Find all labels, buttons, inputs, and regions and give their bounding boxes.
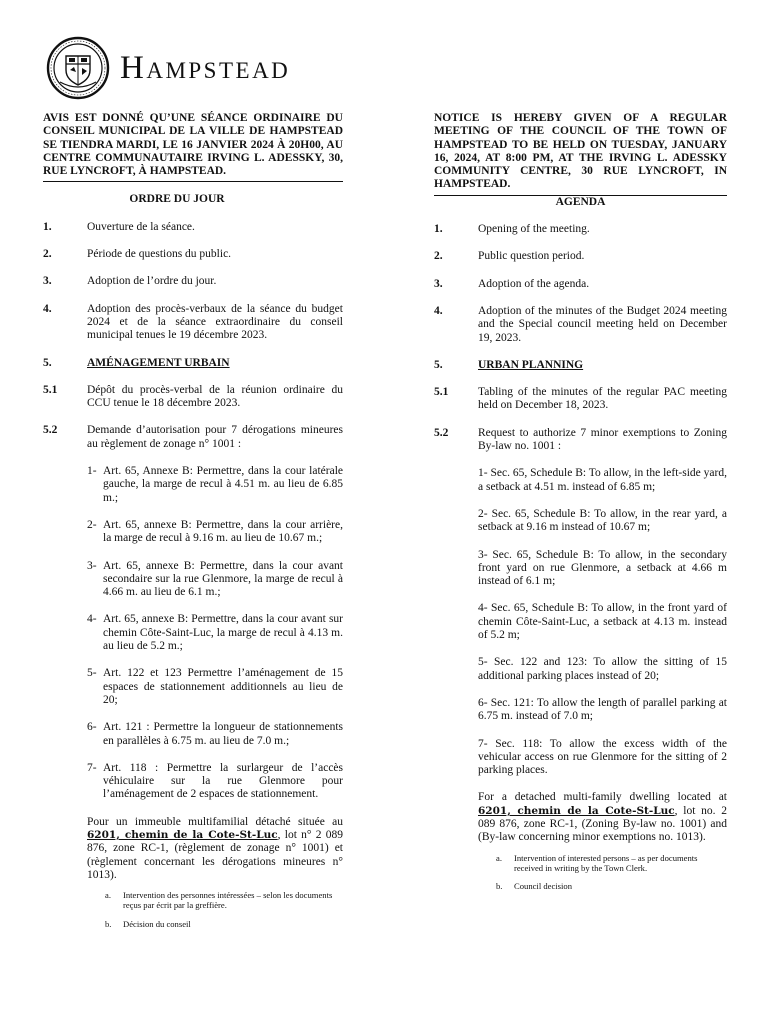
- agenda-item: [43, 384, 343, 411]
- agenda-item: [43, 221, 343, 234]
- exemption-text: Art. 65, annexe B: Permettre, dans la cour avant sur chemin Côte-Saint-Luc, la marge de recul à 4.13 m. au lieu de 5.2 m.;: [103, 613, 343, 653]
- exemption-text: 6- Sec. 121: To allow the length of parallel parking at 6.75 m. instead of 7.0 m;: [478, 696, 727, 723]
- item-text: Dépôt du procès-verbal de la réunion ordinaire du CCU tenue le 18 décembre 2023.: [87, 383, 343, 410]
- property-paragraph: [43, 816, 343, 882]
- item-text: Période de questions du public.: [87, 248, 232, 261]
- step-letter: b.: [105, 918, 112, 929]
- item-number: 1.: [43, 220, 52, 233]
- item-number: 3.: [434, 277, 443, 290]
- exemption-item: [43, 667, 343, 707]
- item-text: Adoption de l’ordre du jour.: [87, 275, 217, 288]
- town-name: Hampstead: [120, 49, 291, 86]
- step-letter: b.: [496, 880, 503, 891]
- divider: [43, 181, 343, 182]
- property-text: Pour un immeuble multifamilial détaché située au: [87, 815, 343, 828]
- property-address: 6201, chemin de la Cote-St-Luc: [87, 828, 278, 841]
- item-text: Ouverture de la séance.: [87, 220, 195, 233]
- section-number: 5.: [434, 358, 443, 371]
- item-number: 5.2: [43, 424, 58, 437]
- exemption-number: 5-: [87, 667, 97, 680]
- item-number: 5.1: [434, 386, 449, 399]
- item-text: Opening of the meeting.: [478, 223, 590, 236]
- english-column: [434, 112, 727, 891]
- property-text: , lot n° 2 089 876, zone RC-1, (règlement de zonage n° 1001) et (règlement concernant les dérogations mineures n° 1013).: [87, 828, 343, 881]
- section-number: 5.: [43, 356, 52, 369]
- exemption-text: Art. 65, annexe B: Permettre, dans la cour arrière, la marge de recul à 9.16 m. au lieu de 10.67 m.;: [103, 518, 343, 545]
- item-number: 5.1: [43, 383, 58, 396]
- step-text: Intervention des personnes intéressées – selon les documents reçus par écrit par la greffière.: [123, 890, 333, 911]
- exemption-item: [434, 549, 727, 589]
- procedure-step: [43, 890, 343, 910]
- step-text: Intervention of interested persons – as per documents received in writing by the Town Clerk.: [514, 852, 698, 873]
- item-number: 1.: [434, 223, 443, 236]
- item-text: Request to authorize 7 minor exemptions to Zoning By-law no. 1001 :: [478, 426, 727, 453]
- agenda-title: AGENDA: [555, 195, 606, 208]
- agenda-item: [434, 250, 727, 263]
- exemption-text: Art. 122 et 123 Permettre l’aménagement de 15 espaces de stationnement additionnels au lieu de 20;: [103, 667, 343, 706]
- exemption-number: 6-: [87, 721, 97, 734]
- exemption-text: 7- Sec. 118: To allow the excess width of the vehicular access on rue Glenmore for the sitting of 2 parking places.: [478, 737, 727, 777]
- section-title: AMÉNAGEMENT URBAIN: [87, 356, 230, 369]
- step-letter: a.: [105, 890, 111, 901]
- french-column: [43, 112, 343, 929]
- town-seal-logo: [46, 36, 110, 100]
- agenda-item: [434, 305, 727, 345]
- exemption-number: 7-: [87, 761, 97, 774]
- item-text: Public question period.: [478, 250, 585, 263]
- exemption-text: Art. 65, Annexe B: Permettre, dans la cour latérale gauche, la marge de recul à 4.51 m. au lieu de 6.85 m.;: [103, 465, 343, 504]
- item-number: 3.: [43, 275, 52, 288]
- exemption-item: [434, 697, 727, 724]
- exemption-text: 3- Sec. 65, Schedule B: To allow, in the secondary front yard on rue Glenmore, a setback at 4.66 m instead of 6.1 m;: [478, 548, 727, 588]
- item-number: 4.: [43, 302, 52, 315]
- exemption-text: 4- Sec. 65, Schedule B: To allow, in the front yard of chemin Côte-Saint-Luc, a setback at 4.13 m. instead of 5.2 m;: [478, 602, 727, 642]
- exemption-item: [43, 560, 343, 600]
- step-letter: a.: [496, 852, 502, 863]
- procedure-step: [434, 881, 727, 891]
- exemption-item: [434, 738, 727, 778]
- procedure-step: [434, 853, 727, 873]
- step-text: Décision du conseil: [123, 918, 191, 929]
- exemption-text: 5- Sec. 122 and 123: To allow the sitting of 15 additional parking places instead of 20;: [478, 656, 727, 682]
- exemption-item: [43, 519, 343, 546]
- item-number: 2.: [434, 250, 443, 263]
- exemption-item: [43, 613, 343, 653]
- exemption-text: 1- Sec. 65, Schedule B: To allow, in the left-side yard, a setback at 4.51 m. instead of 6.85 m;: [478, 467, 727, 493]
- item-text: Tabling of the minutes of the regular PAC meeting held on December 18, 2023.: [478, 386, 727, 412]
- exemption-text: Art. 121 : Permettre la longueur de stationnements en parallèles à 6.75 m. au lieu de 7.0 m.;: [103, 721, 343, 747]
- exemption-number: 2-: [87, 518, 97, 531]
- property-paragraph: [434, 791, 727, 844]
- exemption-number: 4-: [87, 613, 97, 626]
- exemption-item: [434, 508, 727, 535]
- item-text: Adoption of the minutes of the Budget 2024 meeting and the Special council meeting held on December 19, 2023.: [478, 304, 727, 344]
- agenda-item: [434, 223, 727, 236]
- exemption-number: 3-: [87, 559, 97, 572]
- exemption-text: 2- Sec. 65, Schedule B: To allow, in the rear yard, a setback at 9.16 m instead of 10.67 m;: [478, 507, 727, 534]
- item-text: Adoption des procès-verbaux de la séance du budget 2024 et de la séance extraordinaire du conseil municipal tenues le 19 décembre 2023.: [87, 302, 343, 342]
- property-address: 6201, chemin de la Cote-St-Luc: [478, 804, 675, 817]
- agenda-item: [43, 424, 343, 451]
- exemption-item: [434, 602, 727, 642]
- property-text: , lot no. 2 089 876, zone RC-1, (Zoning By-law no. 1001) and (By-law concerning minor exemptions no. 1013).: [478, 804, 727, 844]
- agenda-item: [434, 427, 727, 454]
- item-text: Adoption of the agenda.: [478, 277, 590, 290]
- section-title: URBAN PLANNING: [478, 358, 584, 371]
- exemption-item: [434, 467, 727, 494]
- agenda-item: [43, 303, 343, 343]
- item-number: 4.: [434, 304, 443, 317]
- step-text: Council decision: [514, 880, 572, 891]
- exemption-item: [434, 656, 727, 683]
- exemption-item: [43, 721, 343, 748]
- exemption-item: [43, 465, 343, 505]
- agenda-item: [43, 248, 343, 261]
- agenda-item: [434, 278, 727, 291]
- item-text: Demande d’autorisation pour 7 dérogations mineures au règlement de zonage n° 1001 :: [87, 424, 343, 450]
- agenda-title: ORDRE DU JOUR: [129, 193, 225, 206]
- exemption-number: 1-: [87, 465, 97, 478]
- header: [46, 36, 290, 100]
- item-number: 5.2: [434, 426, 449, 439]
- exemption-text: Art. 118 : Permettre la surlargeur de l’accès véhiculaire sur la rue Glenmore pour l’aménagement de 2 espaces de stationnement.: [103, 761, 343, 801]
- property-text: For a detached multi-family dwelling located at: [478, 791, 727, 804]
- meeting-notice: AVIS EST DONNÉ QU’UNE SÉANCE ORDINAIRE DU CONSEIL MUNICIPAL DE LA VILLE DE HAMPSTEAD SE TIENDRA MARDI, LE 16 JANVIER 2024 À 20H00, AU CENTRE COMMUNAUTAIRE IRVING L. ADESSKY, 30, RUE LYNCROFT, À HAMPSTEAD.: [43, 112, 343, 178]
- item-number: 2.: [43, 248, 52, 261]
- agenda-item: [434, 386, 727, 413]
- section-heading: [43, 357, 343, 370]
- procedure-step: [43, 919, 343, 929]
- exemption-item: [43, 762, 343, 802]
- section-heading: [434, 359, 727, 372]
- agenda-item: [43, 275, 343, 288]
- exemption-text: Art. 65, annexe B: Permettre, dans la cour avant secondaire sur la rue Glenmore, la marge de recul à 4.66 m. au lieu de 6.1 m.;: [103, 559, 343, 599]
- meeting-notice: NOTICE IS HEREBY GIVEN OF A REGULAR MEETING OF THE COUNCIL OF THE TOWN OF HAMPSTEAD TO BE HELD ON TUESDAY, JANUARY 16, 2024, AT 8:00 PM, AT THE IRVING L. ADESSKY COMMUNITY CENTRE, 30 RUE LYNCROFT, IN HAMPSTEAD.: [434, 112, 727, 191]
